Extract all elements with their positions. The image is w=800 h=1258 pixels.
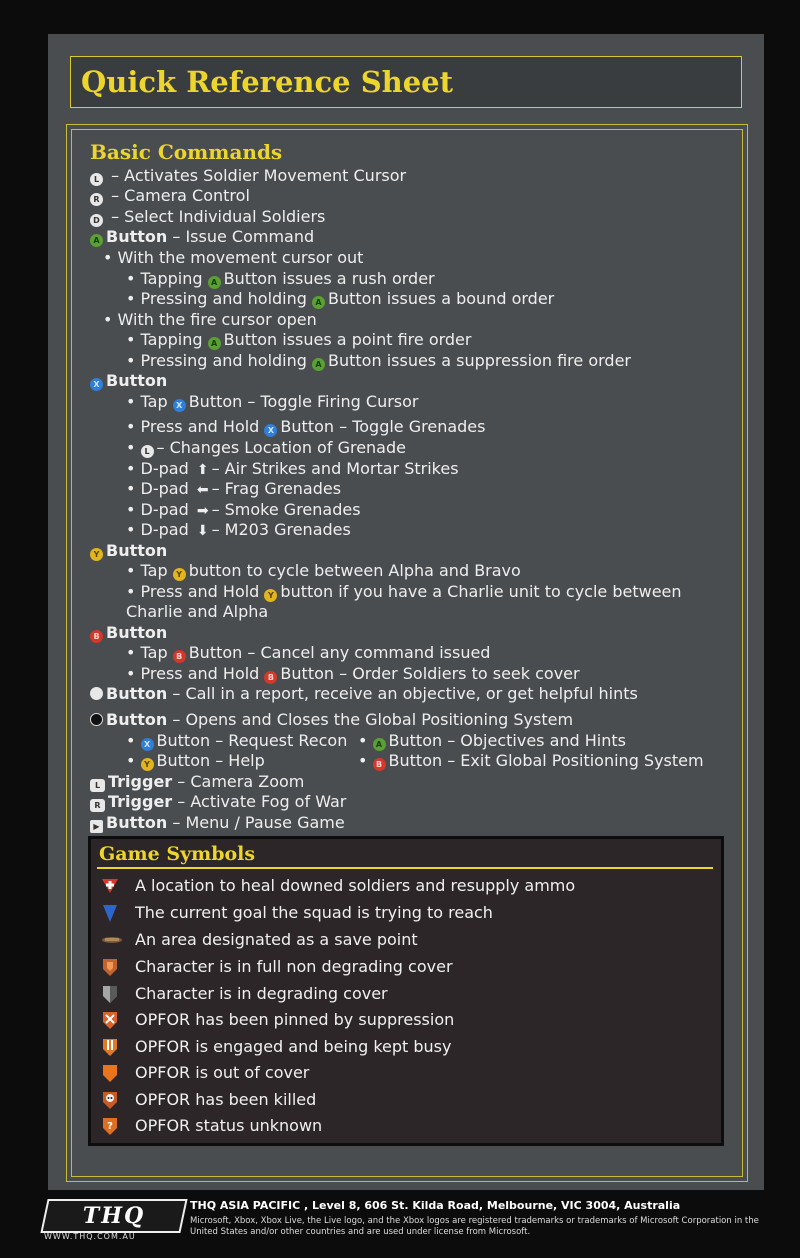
command-text: • With the movement cursor out bbox=[103, 248, 364, 267]
start-button-icon: ▶ bbox=[90, 820, 103, 833]
command-prefix: • bbox=[126, 438, 141, 457]
command-text: Button – Toggle Grenades bbox=[280, 417, 486, 436]
left-trigger-icon: L bbox=[90, 779, 105, 792]
command-text: – Call in a report, receive an objective, or get helpful hints bbox=[167, 684, 638, 703]
command-text: – Smoke Grenades bbox=[211, 500, 361, 519]
command-text: – Camera Zoom bbox=[172, 772, 305, 791]
a-button-icon: A bbox=[312, 296, 325, 309]
symbol-description: Character is in degrading cover bbox=[135, 984, 388, 1003]
command-line bbox=[90, 207, 325, 227]
command-prefix: • bbox=[126, 751, 141, 770]
dpad-left-icon: ⬅ bbox=[196, 482, 209, 498]
command-line bbox=[126, 664, 580, 684]
command-line bbox=[126, 731, 347, 751]
command-line bbox=[126, 602, 268, 622]
command-label: Button bbox=[106, 684, 168, 703]
command-text: Button – Toggle Firing Cursor bbox=[188, 392, 419, 411]
symbol-description: A location to heal downed soldiers and resupply ammo bbox=[135, 876, 576, 895]
command-label: Trigger bbox=[108, 772, 173, 791]
command-line bbox=[90, 684, 638, 704]
command-prefix: • Tap bbox=[126, 643, 173, 662]
y-button-icon: Y bbox=[173, 568, 186, 581]
game-symbols-heading: Game Symbols bbox=[99, 843, 256, 865]
command-prefix: • D-pad bbox=[126, 479, 194, 498]
command-prefix: • Press and Hold bbox=[126, 582, 265, 601]
symbol-description: OPFOR has been pinned by suppression bbox=[135, 1010, 455, 1029]
command-prefix: • Tapping bbox=[126, 269, 208, 288]
command-line bbox=[90, 186, 250, 206]
command-text: button to cycle between Alpha and Bravo bbox=[188, 561, 521, 580]
x-button-icon: X bbox=[173, 399, 186, 412]
command-text: – Activates Soldier Movement Cursor bbox=[106, 166, 407, 185]
svg-text:?: ? bbox=[107, 1121, 113, 1132]
command-prefix: • Pressing and holding bbox=[126, 351, 313, 370]
full-cover-icon bbox=[101, 957, 119, 977]
command-line bbox=[126, 520, 351, 541]
command-line bbox=[126, 392, 418, 412]
command-line bbox=[90, 623, 167, 643]
command-line bbox=[126, 479, 341, 500]
command-text: Charlie and Alpha bbox=[126, 602, 269, 621]
footer-url: WWW.THQ.COM.AU bbox=[44, 1232, 136, 1241]
footer-legal: Microsoft, Xbox, Xbox Live, the Live logo, and the Xbox logos are registered trademarks or trademarks of Microsoft Corporation in the United States and/or other countries and are used under license from Microsoft. bbox=[190, 1216, 759, 1237]
symbol-description: OPFOR status unknown bbox=[135, 1116, 323, 1135]
command-text: button if you have a Charlie unit to cycle between bbox=[280, 582, 682, 601]
command-line bbox=[126, 438, 406, 458]
command-line bbox=[90, 710, 573, 730]
command-label: Button bbox=[106, 541, 168, 560]
x-button-icon: X bbox=[90, 378, 103, 391]
symbol-description: OPFOR is engaged and being kept busy bbox=[135, 1037, 452, 1056]
command-text: Button issues a point fire order bbox=[223, 330, 472, 349]
game-symbols-box bbox=[88, 836, 724, 1146]
footer-address: THQ ASIA PACIFIC , Level 8, 606 St. Kilda Road, Melbourne, VIC 3004, Australia bbox=[190, 1199, 681, 1212]
y-button-icon: Y bbox=[90, 548, 103, 561]
goal-marker-icon bbox=[101, 903, 119, 923]
x-button-icon: X bbox=[264, 424, 277, 437]
command-line bbox=[126, 417, 485, 437]
dpad-down-icon: ⬇ bbox=[196, 523, 209, 539]
command-text: Button – Cancel any command issued bbox=[188, 643, 491, 662]
thq-logo-text: THQ bbox=[82, 1203, 146, 1229]
command-text: Button – Help bbox=[156, 751, 265, 770]
command-prefix: • D-pad bbox=[126, 500, 194, 519]
command-label: Button bbox=[106, 227, 168, 246]
command-label: Button bbox=[106, 710, 168, 729]
b-button-icon: B bbox=[173, 650, 186, 663]
degrading-cover-icon bbox=[101, 984, 119, 1004]
command-label: Trigger bbox=[108, 792, 173, 811]
command-line bbox=[126, 582, 682, 602]
a-button-icon: A bbox=[373, 738, 386, 751]
command-prefix: • bbox=[126, 731, 141, 750]
command-line bbox=[358, 731, 626, 751]
command-prefix: • Tapping bbox=[126, 330, 208, 349]
right-trigger-icon: R bbox=[90, 799, 105, 812]
command-line bbox=[90, 792, 346, 812]
command-text: • With the fire cursor open bbox=[103, 310, 317, 329]
symbol-description: OPFOR is out of cover bbox=[135, 1063, 310, 1082]
command-line bbox=[90, 813, 345, 833]
save-point-icon bbox=[101, 930, 119, 950]
black-button-icon bbox=[90, 713, 103, 726]
command-line bbox=[358, 751, 704, 771]
command-label: Button bbox=[106, 623, 168, 642]
left-thumbstick-icon: L bbox=[141, 445, 154, 458]
symbol-description: An area designated as a save point bbox=[135, 930, 418, 949]
command-line bbox=[90, 227, 314, 247]
b-button-icon: B bbox=[373, 758, 386, 771]
command-line bbox=[126, 269, 435, 289]
command-text: Button – Order Soldiers to seek cover bbox=[280, 664, 580, 683]
command-prefix: • D-pad bbox=[126, 459, 194, 478]
opfor-killed-icon bbox=[101, 1090, 119, 1110]
command-line bbox=[126, 643, 490, 663]
command-prefix: • Pressing and holding bbox=[126, 289, 313, 308]
command-line bbox=[126, 500, 361, 521]
command-prefix: • D-pad bbox=[126, 520, 194, 539]
command-prefix: • Tap bbox=[126, 561, 173, 580]
command-text: – Frag Grenades bbox=[211, 479, 342, 498]
opfor-unknown-icon bbox=[101, 1116, 119, 1136]
command-line bbox=[90, 772, 304, 792]
symbol-description: Character is in full non degrading cover bbox=[135, 957, 453, 976]
command-line bbox=[126, 330, 471, 350]
command-line bbox=[126, 751, 265, 771]
a-button-icon: A bbox=[208, 337, 221, 350]
basic-commands-heading: Basic Commands bbox=[90, 140, 283, 164]
reference-sheet bbox=[48, 34, 764, 1190]
heal-ammo-marker-icon bbox=[101, 876, 119, 896]
opfor-engaged-icon bbox=[101, 1037, 119, 1057]
b-button-icon: B bbox=[264, 671, 277, 684]
a-button-icon: A bbox=[312, 358, 325, 371]
command-text: Button – Request Recon bbox=[156, 731, 348, 750]
dpad-icon: D bbox=[90, 214, 103, 227]
left-thumbstick-icon: L bbox=[90, 173, 103, 186]
command-prefix: • Press and Hold bbox=[126, 664, 265, 683]
dpad-up-icon: ⬆ bbox=[196, 462, 209, 478]
command-text: – Changes Location of Grenade bbox=[156, 438, 406, 457]
command-line bbox=[126, 289, 554, 309]
opfor-out-of-cover-icon bbox=[101, 1063, 119, 1083]
x-button-icon: X bbox=[141, 738, 154, 751]
thq-logo bbox=[40, 1199, 187, 1233]
y-button-icon: Y bbox=[264, 589, 277, 602]
command-text: Button – Exit Global Positioning System bbox=[388, 751, 704, 770]
command-prefix: • bbox=[358, 731, 373, 750]
command-text: – Air Strikes and Mortar Strikes bbox=[211, 459, 459, 478]
command-text: – Select Individual Soldiers bbox=[106, 207, 326, 226]
a-button-icon: A bbox=[90, 234, 103, 247]
command-text: – Opens and Closes the Global Positioning System bbox=[167, 710, 574, 729]
white-button-icon bbox=[90, 687, 103, 700]
page-title: Quick Reference Sheet bbox=[81, 65, 454, 99]
command-prefix: • Tap bbox=[126, 392, 173, 411]
a-button-icon: A bbox=[208, 276, 221, 289]
command-text: – M203 Grenades bbox=[211, 520, 351, 539]
command-prefix: • Press and Hold bbox=[126, 417, 265, 436]
command-label: Button bbox=[106, 813, 168, 832]
command-text: Button issues a suppression fire order bbox=[328, 351, 631, 370]
command-text: – Issue Command bbox=[167, 227, 315, 246]
command-text: – Menu / Pause Game bbox=[167, 813, 345, 832]
command-line bbox=[90, 166, 406, 186]
command-text: Button issues a bound order bbox=[328, 289, 555, 308]
right-thumbstick-icon: R bbox=[90, 193, 103, 206]
command-text: Button issues a rush order bbox=[223, 269, 435, 288]
title-bar bbox=[70, 56, 742, 108]
symbol-description: OPFOR has been killed bbox=[135, 1090, 317, 1109]
command-line bbox=[90, 541, 167, 561]
command-line bbox=[90, 371, 167, 391]
command-label: Button bbox=[106, 371, 168, 390]
dpad-right-icon: ➡ bbox=[196, 503, 209, 519]
divider bbox=[97, 867, 713, 869]
command-line bbox=[126, 561, 521, 581]
command-text: – Camera Control bbox=[106, 186, 250, 205]
command-text: – Activate Fog of War bbox=[172, 792, 347, 811]
command-line bbox=[103, 248, 363, 268]
command-text: Button – Objectives and Hints bbox=[388, 731, 626, 750]
b-button-icon: B bbox=[90, 630, 103, 643]
command-prefix: • bbox=[358, 751, 373, 770]
y-button-icon: Y bbox=[141, 758, 154, 771]
command-line bbox=[103, 310, 317, 330]
command-line bbox=[126, 459, 459, 480]
symbol-description: The current goal the squad is trying to reach bbox=[135, 903, 493, 922]
opfor-pinned-icon bbox=[101, 1010, 119, 1030]
command-line bbox=[126, 351, 631, 371]
